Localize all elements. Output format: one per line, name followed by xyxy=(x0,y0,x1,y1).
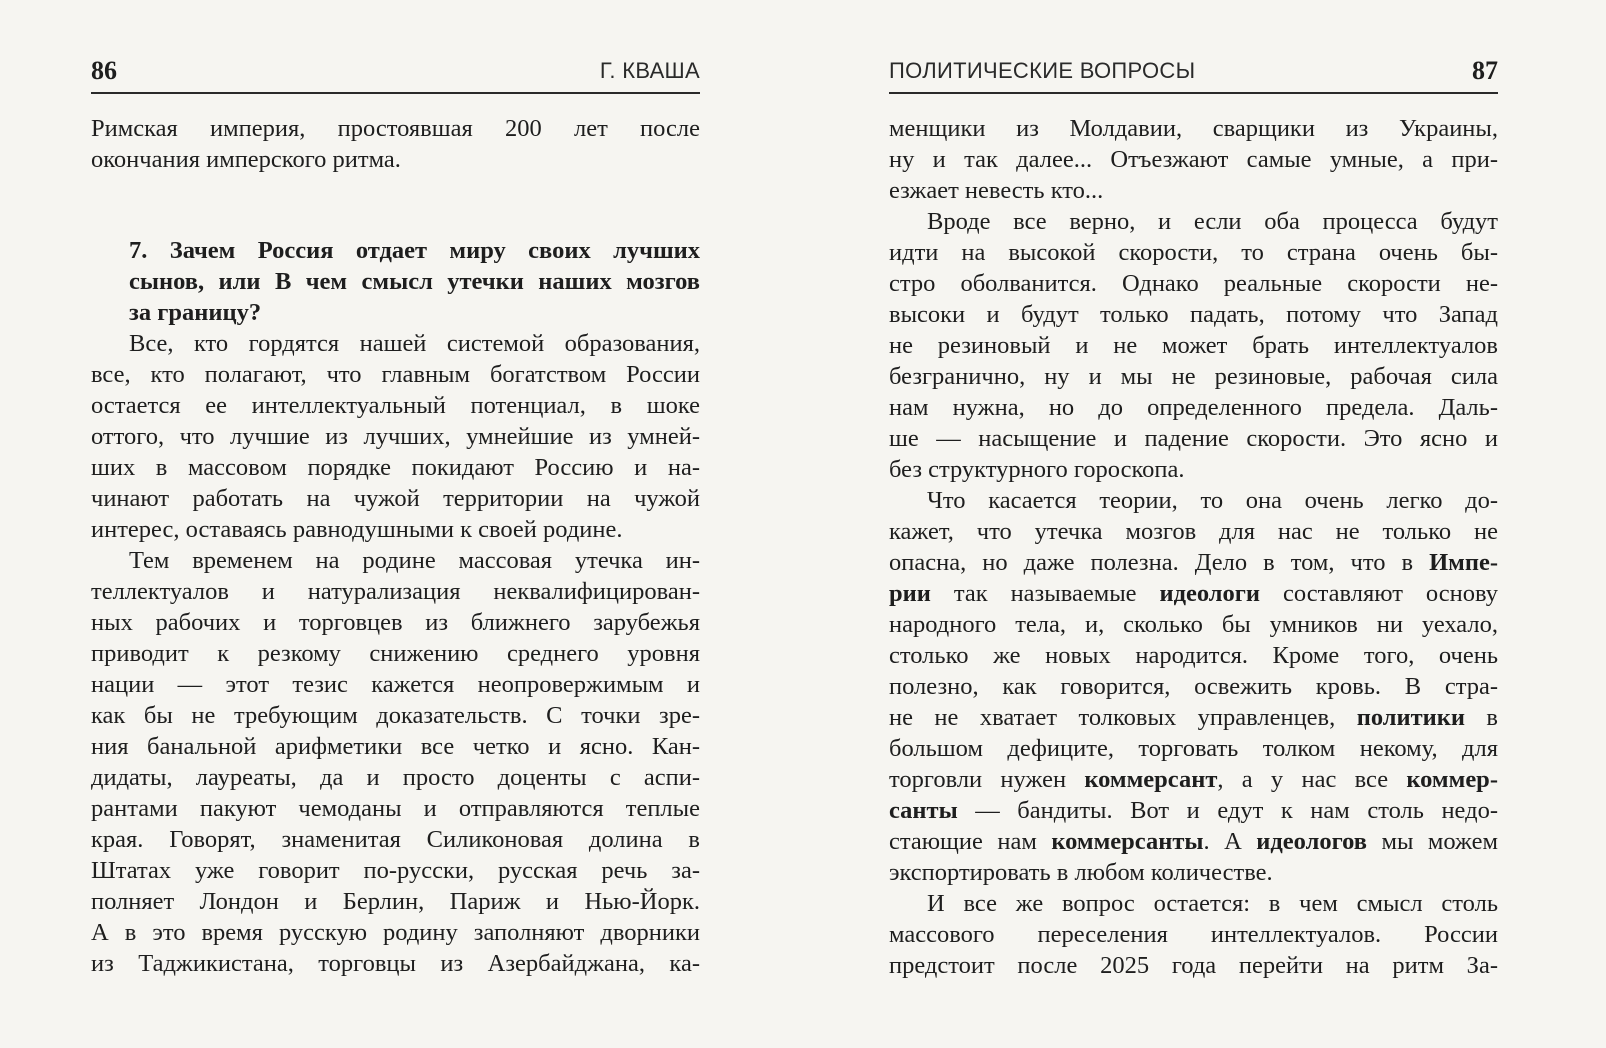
bold-term: коммер- xyxy=(1406,766,1498,793)
text-line: И все же вопрос остается: в чем смысл столь xyxy=(927,890,1498,917)
text-line: как бы не требующим доказательств. С точки зре- xyxy=(91,702,700,729)
text-line: большом дефиците, торговать толком некому, для xyxy=(889,735,1498,762)
text-line: столько же новых народится. Кроме того, очень xyxy=(889,642,1498,669)
section-heading-line: за границу? xyxy=(129,299,262,326)
text-line: дидаты, лауреаты, да и просто доценты с аспи- xyxy=(91,764,700,791)
right-page-body xyxy=(889,113,1498,981)
running-head-section: ПОЛИТИЧЕСКИЕ ВОПРОСЫ xyxy=(889,58,1196,83)
right-page-header xyxy=(889,52,1498,94)
text-line: А в это время русскую родину заполняют дворники xyxy=(91,919,700,946)
text-line: нам нужна, но до определенного предела. Даль- xyxy=(889,394,1498,421)
text-line: теллектуалов и натурализация неквалифицирован- xyxy=(91,578,700,605)
text-line: Тем временем на родине массовая утечка ин- xyxy=(129,547,700,574)
bold-term: коммерсант xyxy=(1084,766,1218,793)
text-line: нации — этот тезис кажется неопровержимым и xyxy=(91,671,700,698)
text-line: не не хватает толковых управленцев, политики в xyxy=(889,704,1499,731)
text-line: экспортировать в любом количестве. xyxy=(889,859,1273,886)
text-line: рантами пакуют чемоданы и отправляются теплые xyxy=(91,795,700,822)
bold-term: санты xyxy=(889,797,958,824)
text-line: Штатах уже говорит по-русски, русская речь за- xyxy=(91,857,700,884)
text-line: безгранично, ну и мы не резиновые, рабочая сила xyxy=(889,363,1498,390)
bold-term: идеологов xyxy=(1256,828,1367,855)
text-line: народного тела, и, сколько бы умников ни уехало, xyxy=(889,611,1498,638)
text-line: ных рабочих и торговцев из ближнего зарубежья xyxy=(91,609,700,636)
text-line: Римская империя, простоявшая 200 лет после xyxy=(91,115,700,142)
text-line: предстоит после 2025 года перейти на ритм За- xyxy=(889,952,1498,979)
page-number: 87 xyxy=(1472,56,1498,85)
text-line: стающие нам коммерсанты. А идеологов мы можем xyxy=(889,828,1498,855)
text-line: полняет Лондон и Берлин, Париж и Нью-Йорк. xyxy=(91,888,700,915)
text-line: массового переселения интеллектуалов. России xyxy=(889,921,1498,948)
text-line: ния банальной арифметики все четко и ясно. Кан- xyxy=(91,733,700,760)
text-line: рии так называемые идеологи составляют основу xyxy=(889,580,1498,607)
text-line: торговли нужен коммерсант, а у нас все коммер- xyxy=(889,766,1498,793)
text-line: оттого, что лучшие из лучших, умнейшие из умней- xyxy=(91,423,700,450)
text-line: без структурного гороскопа. xyxy=(889,456,1185,483)
text-line: полезно, как говорится, освежить кровь. В стра- xyxy=(889,673,1498,700)
text-line: приводит к резкому снижению среднего уровня xyxy=(91,640,700,667)
text-line: санты — бандиты. Вот и едут к нам столь недо- xyxy=(889,797,1498,824)
text-line: идти на высокой скорости, то страна очень бы- xyxy=(889,239,1498,266)
bold-term: Импе- xyxy=(1429,549,1498,576)
section-heading-line: сынов, или В чем смысл утечки наших мозгов xyxy=(129,268,700,295)
bold-term: политики xyxy=(1356,704,1465,731)
text-line: Вроде все верно, и если оба процесса будут xyxy=(927,208,1498,235)
text-line: высоки и будут только падать, потому что Запад xyxy=(889,301,1498,328)
text-line: Что касается теории, то она очень легко до- xyxy=(927,487,1498,514)
section-heading-line: 7. Зачем Россия отдает миру своих лучших xyxy=(129,237,700,264)
bold-term: идеологи xyxy=(1159,580,1261,607)
text-line: края. Говорят, знаменитая Силиконовая долина в xyxy=(91,826,700,853)
text-line: ну и так далее... Отъезжают самые умные, а при- xyxy=(889,146,1498,173)
text-line: ших в массовом порядке покидают Россию и на- xyxy=(91,454,700,481)
text-line: чинают работать на чужой территории на чужой xyxy=(91,485,700,512)
text-line: Все, кто гордятся нашей системой образования, xyxy=(129,330,700,357)
text-line: менщики из Молдавии, сварщики из Украины, xyxy=(889,115,1498,142)
left-page-body xyxy=(91,113,700,979)
text-line: все, кто полагают, что главным богатством России xyxy=(91,361,700,388)
text-line: из Таджикистана, торговцы из Азербайджана, ка- xyxy=(91,950,700,977)
text-line: интерес, оставаясь равнодушными к своей родине. xyxy=(91,516,623,543)
bold-term: коммерсанты xyxy=(1051,828,1204,855)
text-line: ше — насыщение и падение скорости. Это ясно и xyxy=(889,425,1498,452)
text-line: кажет, что утечка мозгов для нас не только не xyxy=(889,518,1498,545)
text-line: езжает невесть кто... xyxy=(889,177,1104,204)
text-line: остается ее интеллектуальный потенциал, в шоке xyxy=(91,392,700,419)
text-line: опасна, но даже полезна. Дело в том, что в Импе- xyxy=(889,549,1498,576)
text-line: стро оболванится. Однако реальные скорости не- xyxy=(889,270,1498,297)
running-head-author: Г. КВАША xyxy=(599,58,700,83)
bold-term: рии xyxy=(889,580,931,607)
text-line: окончания имперского ритма. xyxy=(91,146,401,173)
left-page-header xyxy=(91,52,700,94)
text-line: не резиновый и не может брать интеллектуалов xyxy=(889,332,1498,359)
page-number: 86 xyxy=(91,56,117,85)
